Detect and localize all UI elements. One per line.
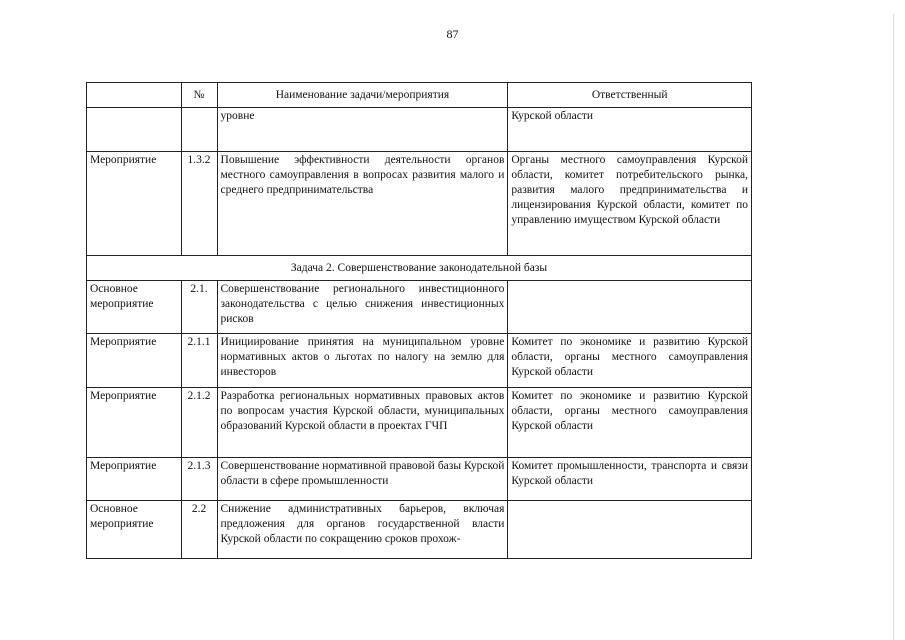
table-row	[87, 501, 752, 559]
row-name: Повышение эффективности деятельности органов местного самоуправления в вопросах развития малого и среднего предпринимательства	[217, 152, 508, 256]
row-responsible: Комитет по экономике и развитию Курской области, органы местного самоуправления Курской области	[508, 388, 752, 458]
row-number: 2.2	[181, 501, 217, 559]
row-type: Основное мероприятие	[87, 501, 182, 559]
row-type: Мероприятие	[87, 458, 182, 501]
row-name: Совершенствование регионального инвестиционного законодательства с целью снижения инвестиционных рисков	[217, 281, 508, 334]
row-responsible	[508, 281, 752, 334]
section-title: Задача 2. Совершенствование законодательной базы	[87, 256, 752, 281]
row-name: Разработка региональных нормативных правовых актов по вопросам участия Курской области, муниципальных образований Курской области в проектах ГЧП	[217, 388, 508, 458]
row-type: Мероприятие	[87, 152, 182, 256]
row-number: 2.1.2	[181, 388, 217, 458]
row-number: 2.1.1	[181, 334, 217, 388]
measures-table	[86, 82, 752, 559]
page-edge-line	[893, 14, 894, 640]
row-name: уровне	[217, 108, 508, 152]
table-row	[87, 108, 752, 152]
header-responsible: Ответственный	[508, 83, 752, 108]
table-row	[87, 458, 752, 501]
row-name: Снижение административных барьеров, включая предложения для органов государственной власти Курской области по сокращению сроков прохож-	[217, 501, 508, 559]
row-type: Мероприятие	[87, 388, 182, 458]
table-row	[87, 152, 752, 256]
row-type	[87, 108, 182, 152]
row-responsible: Комитет промышленности, транспорта и связи Курской области	[508, 458, 752, 501]
header-name: Наименование задачи/мероприятия	[217, 83, 508, 108]
row-type: Основное мероприятие	[87, 281, 182, 334]
row-number: 1.3.2	[181, 152, 217, 256]
row-number: 2.1.	[181, 281, 217, 334]
row-number	[181, 108, 217, 152]
table-row	[87, 334, 752, 388]
page-number: 87	[446, 27, 459, 41]
row-name: Совершенствование нормативной правовой базы Курской области в сфере промышленности	[217, 458, 508, 501]
row-responsible	[508, 501, 752, 559]
header-number: №	[181, 83, 217, 108]
table-row	[87, 388, 752, 458]
table-row	[87, 281, 752, 334]
row-number: 2.1.3	[181, 458, 217, 501]
row-type: Мероприятие	[87, 334, 182, 388]
table-header-row	[87, 83, 752, 108]
row-responsible: Органы местного самоуправления Курской области, комитет потребительского рынка, развития малого предпринимательства и лицензирования Курской области, комитет по управлению имуществом Курской области	[508, 152, 752, 256]
row-responsible: Курской области	[508, 108, 752, 152]
row-responsible: Комитет по экономике и развитию Курской области, органы местного самоуправления Курской области	[508, 334, 752, 388]
section-row	[87, 256, 752, 281]
header-type	[87, 83, 182, 108]
row-name: Инициирование принятия на муниципальном уровне нормативных актов о льготах по налогу на землю для инвесторов	[217, 334, 508, 388]
